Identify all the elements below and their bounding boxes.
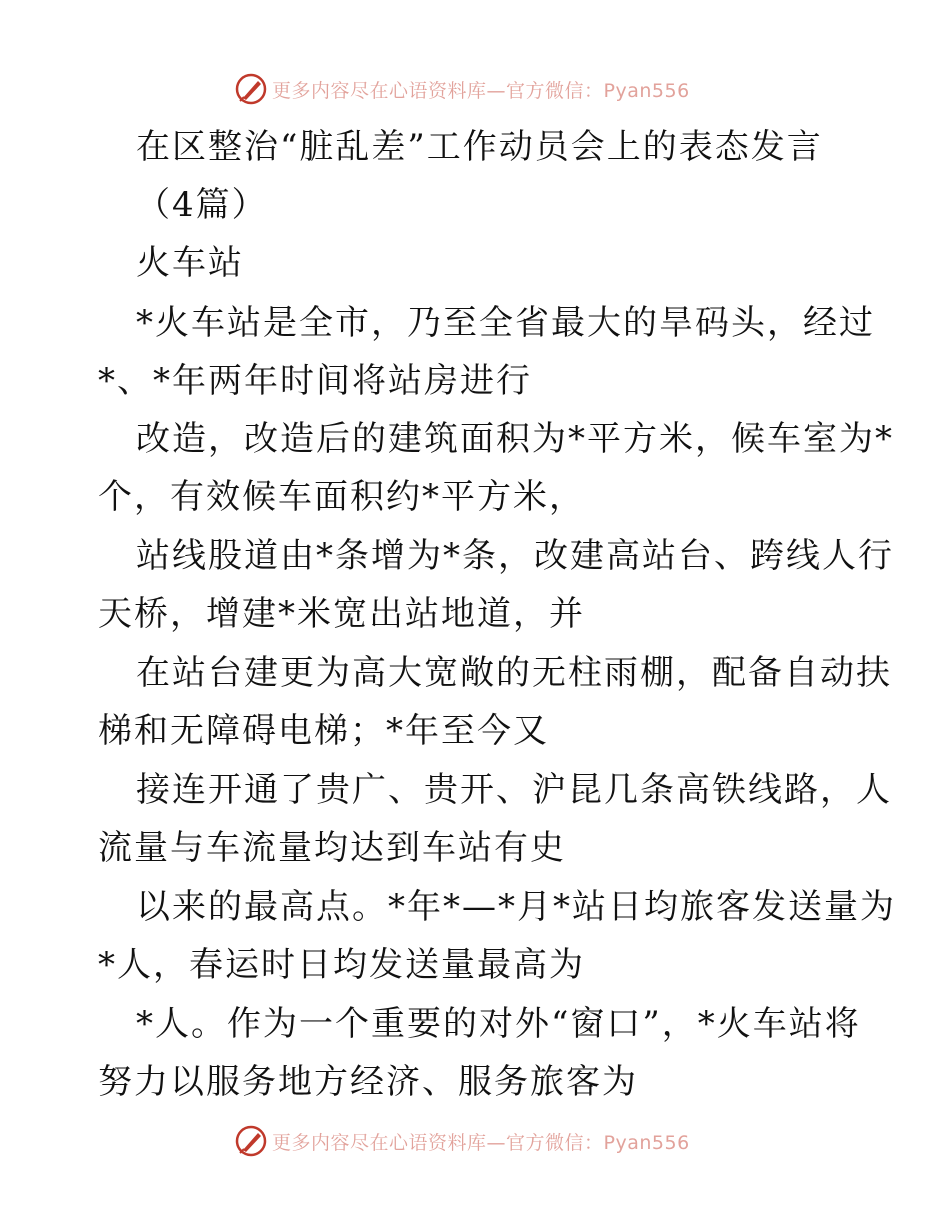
quill-pen-logo-icon [234, 1124, 268, 1158]
paragraph-line: 站线股道由*条增为*条，改建高站台、跨线人行 [136, 536, 894, 576]
paragraph-line: 改造，改造后的建筑面积为*平方米，候车室为* [136, 419, 894, 459]
paragraph-line: 个，有效候车面积约*平方米， [98, 477, 585, 517]
quill-pen-logo-icon [234, 72, 268, 106]
document-title-count: （4篇） [136, 185, 268, 225]
paragraph-line: 流量与车流量均达到车站有史 [98, 828, 566, 868]
paragraph-line: 以来的最高点。*年*—*月*站日均旅客发送量为 [136, 887, 896, 927]
paragraph-line: *人。作为一个重要的对外“窗口”，*火车站将 [136, 1004, 861, 1044]
paragraph-line: *、*年两年时间将站房进行 [98, 361, 532, 401]
paragraph-line: *火车站是全市，乃至全省最大的旱码头，经过 [136, 303, 875, 343]
watermark-text: 更多内容尽在心语资料库—官方微信：Pyan556 [272, 1131, 690, 1154]
header-watermark [234, 72, 690, 106]
watermark-text: 更多内容尽在心语资料库—官方微信：Pyan556 [272, 79, 690, 102]
paragraph-line: *人，春运时日均发送量最高为 [98, 945, 585, 985]
paragraph-line: 梯和无障碍电梯；*年至今又 [98, 711, 549, 751]
paragraph-line: 努力以服务地方经济、服务旅客为 [98, 1062, 638, 1102]
paragraph-line: 在站台建更为高大宽敞的无柱雨棚，配备自动扶 [136, 653, 892, 693]
paragraph-line: 天桥，增建*米宽出站地道，并 [98, 594, 585, 634]
paragraph-line: 接连开通了贵广、贵开、沪昆几条高铁线路，人 [136, 770, 892, 810]
document-title: 在区整治“脏乱差”工作动员会上的表态发言 [136, 127, 823, 167]
footer-watermark [234, 1124, 690, 1158]
section-heading: 火车站 [136, 243, 244, 283]
